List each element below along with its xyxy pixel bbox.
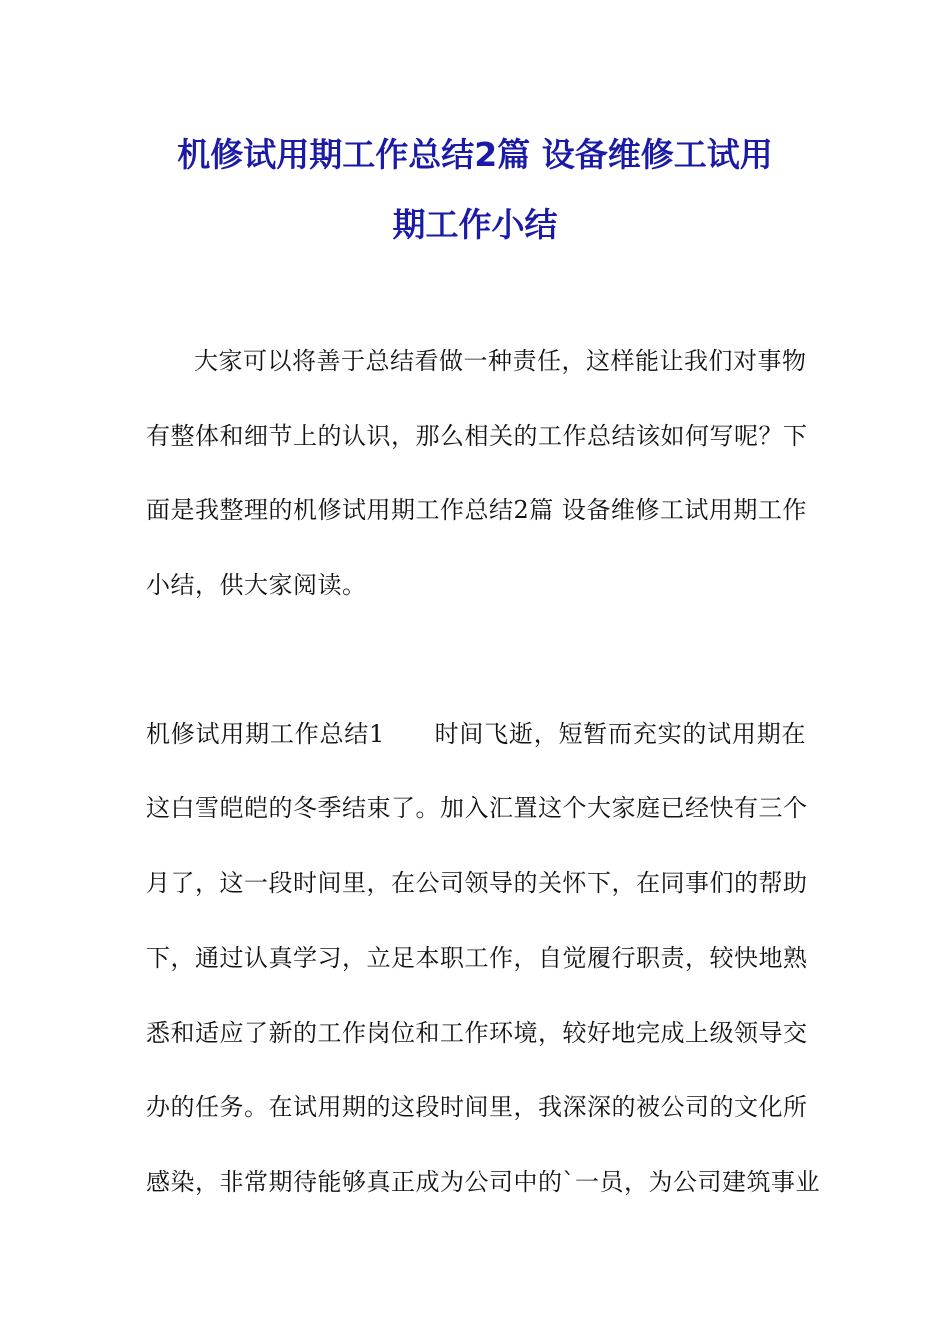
intro-paragraph-line: 有整体和细节上的认识，那么相关的工作总结该如何写呢？下: [146, 422, 808, 450]
document-title-line-2: 期工作小结: [392, 205, 558, 244]
intro-paragraph-line: 小结，供大家阅读。: [146, 571, 367, 599]
intro-paragraph-line: 大家可以将善于总结看做一种责任，这样能让我们对事物: [194, 347, 807, 375]
body-paragraph-line: 这白雪皑皑的冬季结束了。加入汇置这个大家庭已经快有三个: [146, 794, 808, 822]
body-paragraph-line: 下，通过认真学习，立足本职工作，自觉履行职责，较快地熟: [146, 944, 808, 972]
body-paragraph-line: 机修试用期工作总结1 时间飞逝，短暂而充实的试用期在: [146, 720, 806, 748]
body-paragraph-line: 悉和适应了新的工作岗位和工作环境，较好地完成上级领导交: [146, 1019, 808, 1047]
body-paragraph-line: 办的任务。在试用期的这段时间里，我深深的被公司的文化所: [146, 1093, 808, 1121]
document-title-line-1: 机修试用期工作总结2篇 设备维修工试用: [177, 135, 773, 174]
body-paragraph-line: 感染，非常期待能够真正成为公司中的`一员，为公司建筑事业: [146, 1168, 820, 1196]
intro-paragraph-line: 面是我整理的机修试用期工作总结2篇 设备维修工试用期工作: [146, 496, 807, 524]
body-paragraph-line: 月了，这一段时间里，在公司领导的关怀下，在同事们的帮助: [146, 869, 808, 897]
